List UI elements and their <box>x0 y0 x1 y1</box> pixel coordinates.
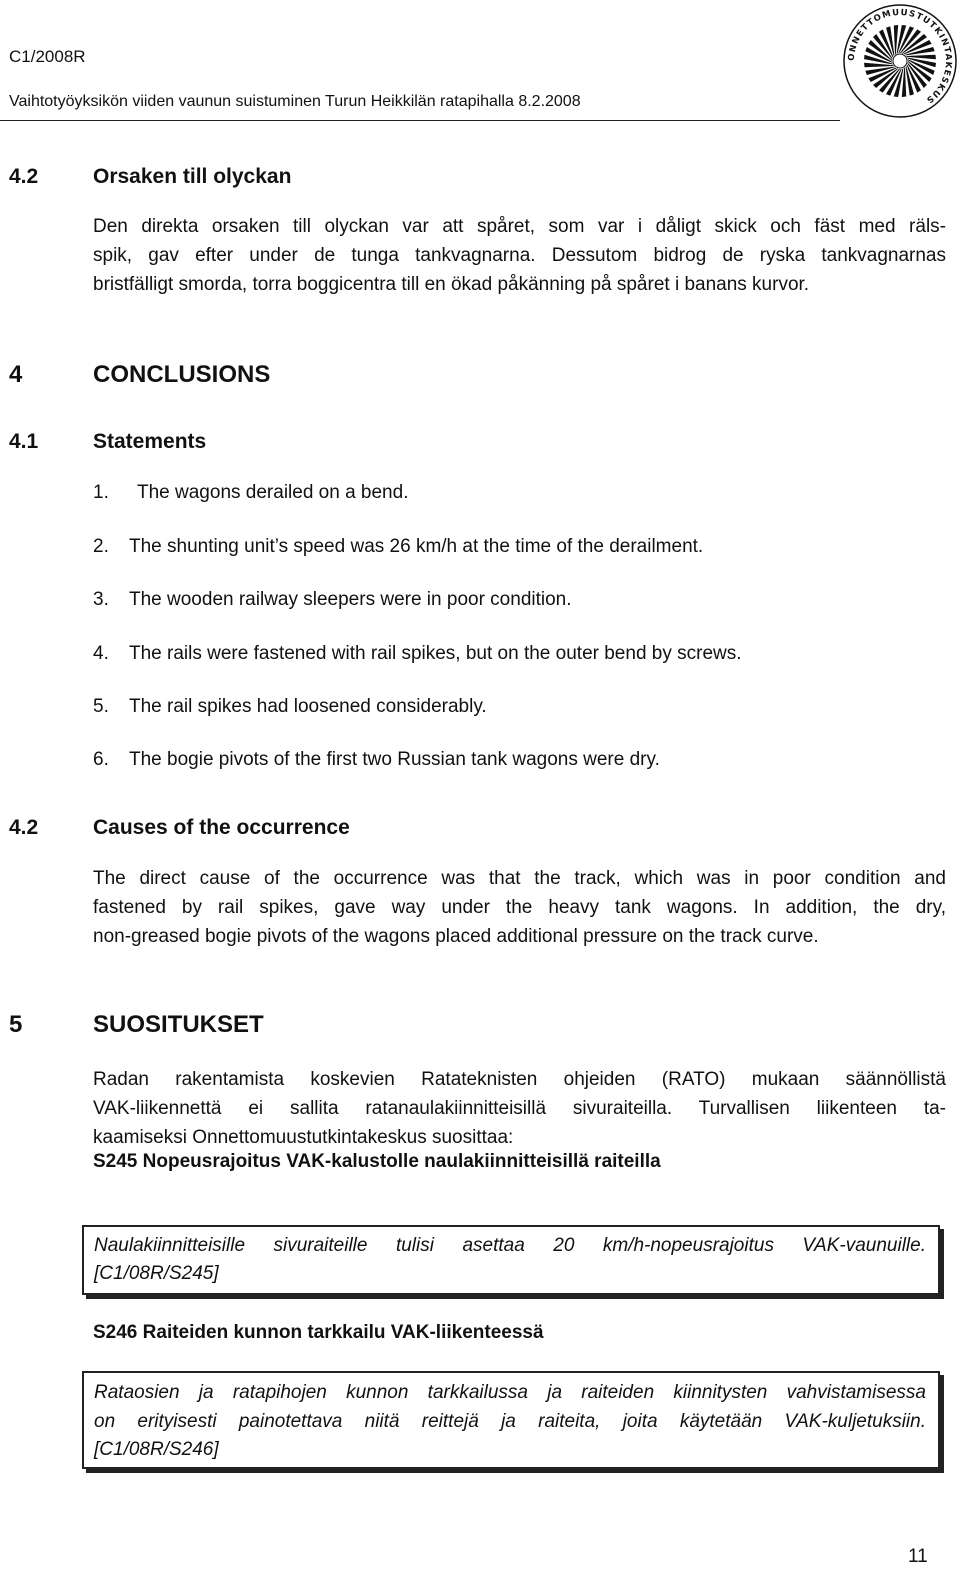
list-item-text: The wooden railway sleepers were in poor condition. <box>129 589 572 610</box>
list-item-number: 5. <box>93 696 109 717</box>
chapter-number: 4 <box>9 361 23 388</box>
list-item-number: 1. <box>93 482 109 503</box>
recommendation-line: Naulakiinnitteisille sivuraiteille tulisi asettaa 20 km/h-nopeusrajoitus VAK-vaunuille. <box>94 1235 926 1256</box>
recommendation-box <box>82 1371 940 1469</box>
section-title: Statements <box>93 430 207 453</box>
paragraph-en <box>93 864 946 951</box>
paragraph-line: Radan rakentamista koskevien Ratateknisten ohjeiden (RATO) mukaan säännöllistä <box>93 1069 946 1090</box>
paragraph-line: fastened by rail spikes, gave way under the heavy tank wagons. In addition, the dry, <box>93 897 946 918</box>
paragraph-line: non-greased bogie pivots of the wagons placed additional pressure on the track curve. <box>93 926 819 947</box>
recommendation-line: [C1/08R/S246] <box>94 1439 219 1460</box>
recommendation-line: Rataosien ja ratapihojen kunnon tarkkailussa ja raiteiden kiinnitysten vahvistamisessa <box>94 1382 926 1403</box>
list-item-number: 3. <box>93 589 109 610</box>
chapter-title: CONCLUSIONS <box>93 361 271 388</box>
paragraph-line: The direct cause of the occurrence was that the track, which was in poor condition and <box>93 868 946 889</box>
list-item-text: The bogie pivots of the first two Russian tank wagons were dry. <box>129 749 660 770</box>
paragraph-line: bristfälligt smorda, torra boggicentra till en ökad påkänning på spåret i banans kurvor. <box>93 274 810 295</box>
recommendation-title: S246 Raiteiden kunnon tarkkailu VAK-liikenteessä <box>93 1322 544 1343</box>
list-item-text: The rail spikes had loosened considerably. <box>129 696 487 717</box>
header-divider <box>0 120 840 121</box>
logo-text: ONNETTOMUUSTUTKINTAKESKUS <box>846 7 954 106</box>
section-number: 4.2 <box>9 165 39 188</box>
paragraph-line: kaamiseksi Onnettomuustutkintakeskus suosittaa: <box>93 1127 514 1148</box>
list-item-number: 4. <box>93 643 109 664</box>
chapter-title: SUOSITUKSET <box>93 1011 264 1038</box>
list-item-text: The wagons derailed on a bend. <box>137 482 409 503</box>
list-item-number: 6. <box>93 749 109 770</box>
section-title: Causes of the occurrence <box>93 816 350 839</box>
paragraph-sv <box>93 212 946 299</box>
paragraph-line: VAK-liikennettä ei sallita ratanaulakiinnitteisillä sivuraiteilla. Turvallisen liikenteen ta- <box>93 1098 946 1119</box>
section-number: 4.2 <box>9 816 39 839</box>
page-number: 11 <box>908 1546 928 1567</box>
recommendation-line: [C1/08R/S245] <box>94 1263 219 1284</box>
list-item-number: 2. <box>93 536 109 557</box>
list-item-text: The rails were fastened with rail spikes, but on the outer bend by screws. <box>129 643 742 664</box>
sunburst-logo-icon <box>842 3 958 119</box>
paragraph-line: spik, gav efter under de tunga tankvagnarna. Dessutom bidrog de ryska tankvagnarnas <box>93 245 946 266</box>
report-id: C1/2008R <box>9 47 86 66</box>
section-title: Orsaken till olyckan <box>93 165 292 188</box>
paragraph-line: Den direkta orsaken till olyckan var att spåret, som var i dåligt skick och fäst med räls- <box>93 216 946 237</box>
section-number: 4.1 <box>9 430 39 453</box>
recommendation-box <box>82 1225 940 1295</box>
chapter-number: 5 <box>9 1011 23 1038</box>
report-subtitle: Vaihtotyöyksikön viiden vaunun suistuminen Turun Heikkilän ratapihalla 8.2.2008 <box>9 93 581 110</box>
list-item-text: The shunting unit’s speed was 26 km/h at the time of the derailment. <box>129 536 704 557</box>
recommendation-line: on erityisesti painotettava niitä reittejä ja raiteita, joita käytetään VAK-kuljetuksiin. <box>94 1411 926 1432</box>
paragraph-fi <box>93 1065 946 1152</box>
recommendation-title: S245 Nopeusrajoitus VAK-kalustolle naulakiinnitteisillä raiteilla <box>93 1151 661 1172</box>
